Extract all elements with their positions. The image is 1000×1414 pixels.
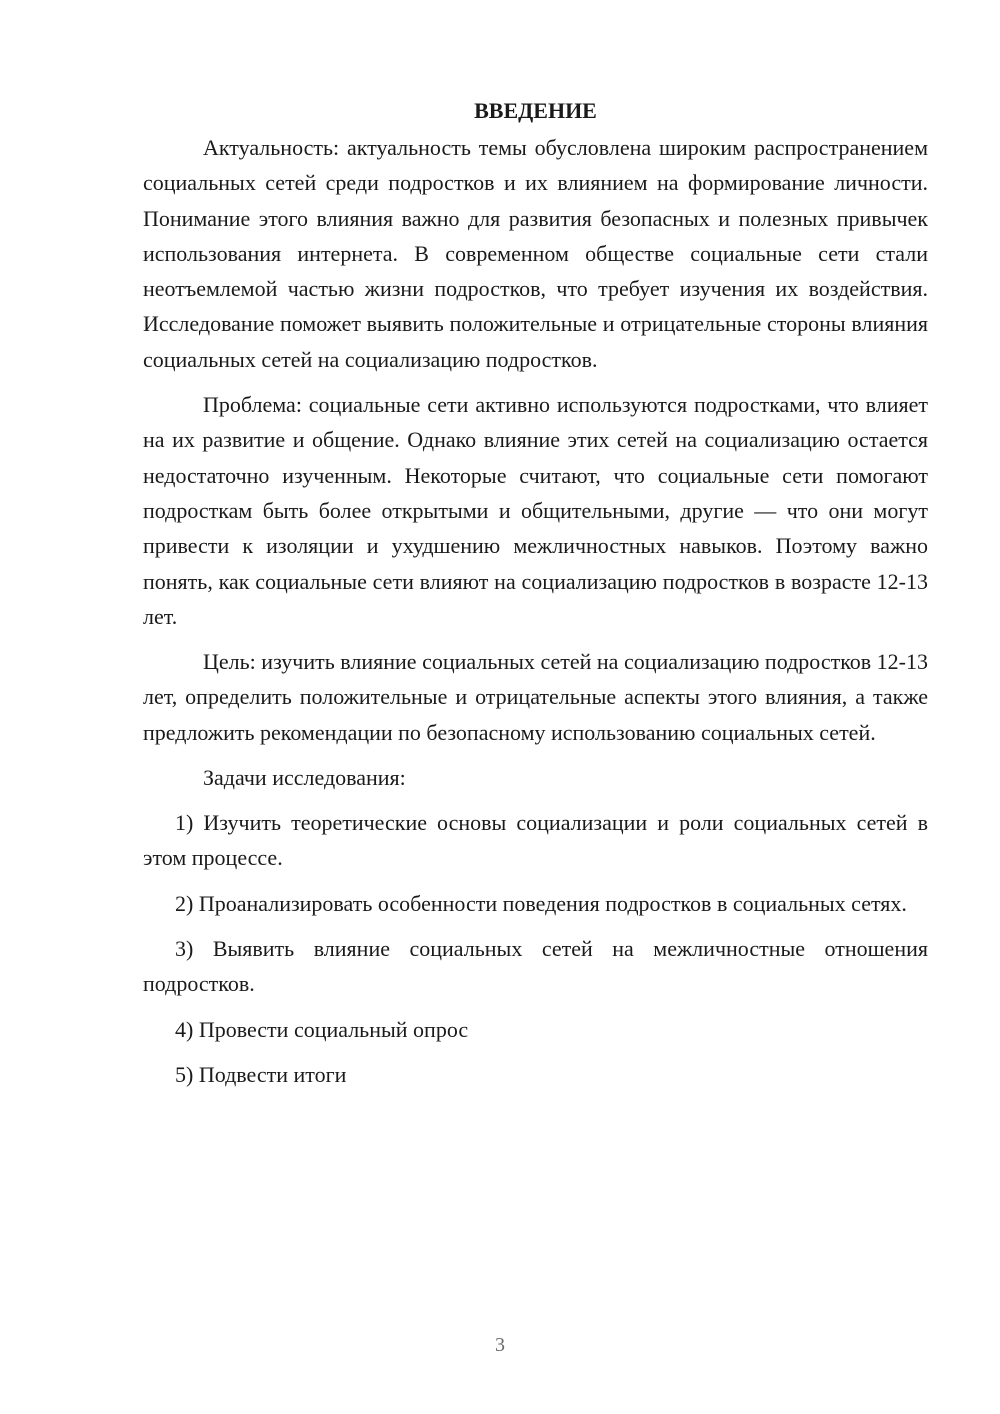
list-item: 5) Подвести итоги bbox=[175, 1061, 347, 1087]
tasks-title: Задачи исследования: bbox=[203, 765, 406, 791]
page-number: 3 bbox=[495, 1334, 505, 1356]
list-item: 4) Провести социальный опрос bbox=[175, 1016, 469, 1042]
section-heading: ВВЕДЕНИЕ bbox=[474, 98, 597, 123]
list-item: 3) Выявить влияние социальных сетей на межличностные отношения подростков. bbox=[143, 935, 928, 997]
tasks-list bbox=[143, 805, 928, 1092]
paragraph-problem: Проблема: социальные сети активно используются подростками, что влияет на их развитие и общение. Однако влияние этих сетей на социализацию остается недостаточно изученным. Некоторые считают, что социальные сети помогают подросткам быть более открытыми и общительными, другие — что они могут привести к изоляции и ухудшению межличностных навыков. Поэтому важно понять, как социальные сети влияют на социализацию подростков в возрасте 12-13 лет. bbox=[143, 392, 928, 629]
document-page bbox=[143, 93, 928, 1102]
paragraph-goal: Цель: изучить влияние социальных сетей на социализацию подростков 12-13 лет, определить положительные и отрицательные аспекты этого влияния, а также предложить рекомендации по безопасному использованию социальных сетей. bbox=[143, 649, 928, 745]
paragraph-relevance: Актуальность: актуальность темы обусловлена широким распространением социальных сетей среди подростков и их влиянием на формирование личности. Понимание этого влияния важно для развития безопасных и полезных привычек использования интернета. В современном обществе социальные сети стали неотъемлемой частью жизни подростков, что требует изучения их воздействия. Исследование поможет выявить положительные и отрицательные стороны влияния социальных сетей на социализацию подростков. bbox=[143, 135, 928, 372]
list-item: 1) Изучить теоретические основы социализации и роли социальных сетей в этом процессе. bbox=[143, 810, 928, 871]
list-item: 2) Проанализировать особенности поведения подростков в социальных сетях. bbox=[175, 890, 907, 916]
